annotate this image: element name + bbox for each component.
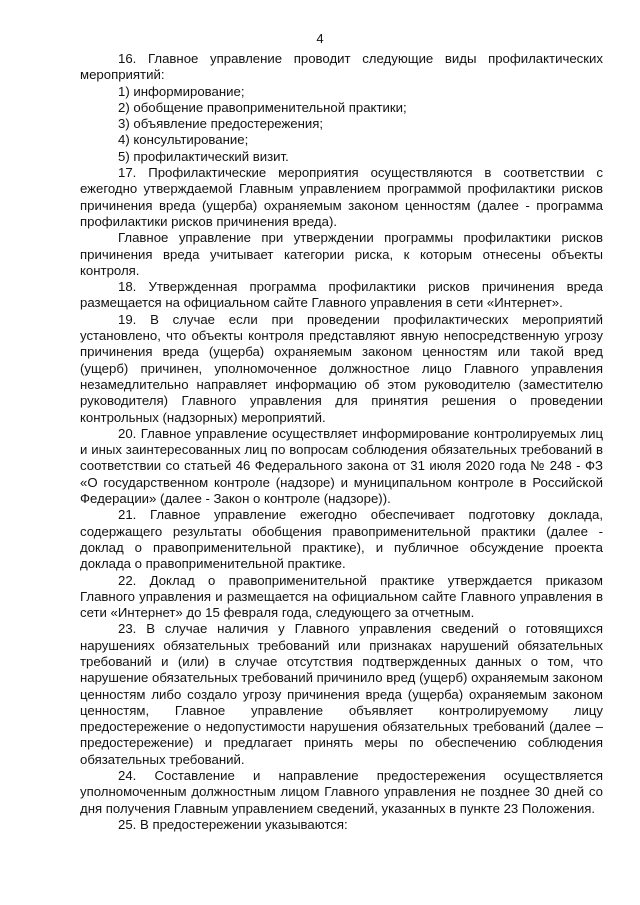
paragraph-17: 17. Профилактические мероприятия осуществляются в соответствии с ежегодно утверждаемой Главным управлением программой профилактики рисков причинения вреда (ущерба) охраняемым законом ценностям (далее - программа профилактики рисков причинения вреда). [80,165,603,229]
paragraph-24: 24. Составление и направление предостережения осуществляется уполномоченным должностным лицом Главного управления не позднее 30 дней со дня получения Главным управлением сведений, указанных в пункте 23 Положения. [80,768,603,816]
paragraph-20: 20. Главное управление осуществляет информирование контролируемых лиц и иных заинтересованных лиц по вопросам соблюдения обязательных требований в соответствии со статьей 46 Федерального закона от 31 июля 2020 года № 248 - ФЗ «О государственном контроле (надзоре) и муниципальном контроле в Российской Федерации» (далее - Закон о контроле (надзоре)). [80,425,603,507]
paragraph-19: 19. В случае если при проведении профилактических мероприятий установлено, что объекты контроля представляют явную непосредственную угрозу причинения вреда (ущерба) охраняемым законом ценностям или такой вред (ущерб) причинен, уполномоченное должностное лицо Главного управления незамедлительно направляет информацию об этом руководителю (заместителю руководителя) Главного управления для принятия решения о проведении контрольных (надзорных) мероприятий. [80,311,603,425]
paragraph-16: 16. Главное управление проводит следующие виды профилактических мероприятий: [80,51,603,83]
document-body [80,51,603,833]
list-item-5: 5) профилактический визит. [118,148,289,164]
paragraph-23: 23. В случае наличия у Главного управления сведений о готовящихся нарушениях обязательных требований или признаках нарушений обязательных требований и (или) в случае отсутствия подтвержденных данных о том, что нарушение обязательных требований причинило вред (ущерб) охраняемым законом ценностям либо создало угрозу причинения вреда (ущерба) охраняемым законом ценностям, Главное управление объявляет контролируемому лицу предостережение о недопустимости нарушения обязательных требований (далее – предостережение) и предлагает принять меры по обеспечению соблюдения обязательных требований. [80,621,603,767]
list-item-2: 2) обобщение правоприменительной практики; [118,99,407,115]
paragraph-17-continued: Главное управление при утверждении программы профилактики рисков причинения вреда учитывает категории риска, к которым отнесены объекты контроля. [80,230,603,278]
paragraph-18: 18. Утвержденная программа профилактики рисков причинения вреда размещается на официальном сайте Главного управления в сети «Интернет». [80,279,603,311]
list-item-4: 4) консультирование; [118,132,249,148]
page-number: 4 [316,31,324,46]
paragraph-22: 22. Доклад о правоприменительной практике утверждается приказом Главного управления и размещается на официальном сайте Главного управления в сети «Интернет» до 15 февраля года, следующего за отчетным. [80,572,603,621]
paragraph-25: 25. В предостережении указываются: [118,816,348,832]
paragraph-21: 21. Главное управление ежегодно обеспечивает подготовку доклада, содержащего результаты обобщения правоприменительной практики (далее - доклад о правоприменительной практике), и публичное обсуждение проекта доклада о правоприменительной практике. [80,507,603,572]
list-item-1: 1) информирование; [118,83,245,99]
list-item-3: 3) объявление предостережения; [118,116,324,132]
